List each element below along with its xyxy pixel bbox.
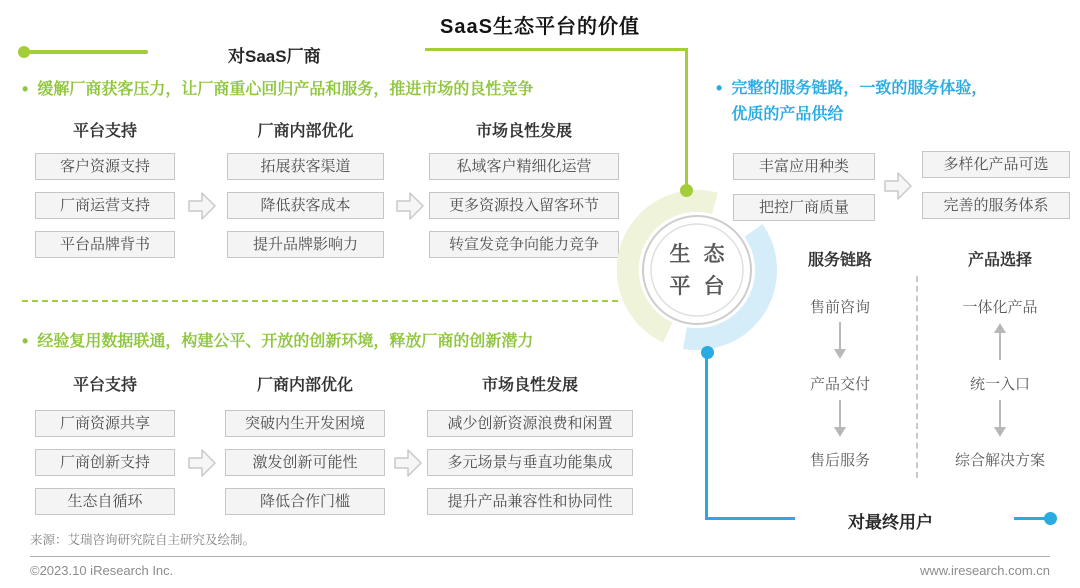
product-choice-header: 产品选择 — [967, 252, 1032, 269]
choice-step: 统一入口 — [969, 376, 1030, 393]
block-arrow-right-icon — [393, 447, 423, 479]
vendor-point-2 — [22, 331, 682, 353]
column-header: 厂商内部优化 — [257, 123, 354, 140]
column-header: 厂商内部优化 — [256, 377, 353, 394]
user-point-text — [731, 78, 987, 126]
block-arrow-right-icon — [187, 190, 217, 222]
green-dot-icon — [680, 184, 693, 197]
source-note: 来源：艾瑞咨询研究院自主研究及绘制。 — [30, 533, 256, 547]
vendor-box: 提升产品兼容性和协同性 — [427, 488, 633, 515]
vendor-box: 减少创新资源浪费和闲置 — [427, 410, 633, 437]
service-chain-header: 服务链路 — [807, 252, 872, 269]
blue-dot-icon — [1044, 512, 1057, 525]
user-section-label: 对最终用户 — [848, 513, 933, 532]
down-arrow-icon — [833, 322, 847, 360]
column-header: 市场良性发展 — [475, 123, 572, 140]
vendor-box: 厂商创新支持 — [35, 449, 175, 476]
vendor-box: 厂商资源共享 — [35, 410, 175, 437]
column-header: 市场良性发展 — [481, 377, 578, 394]
user-point — [716, 78, 1066, 126]
block-arrow-right-icon — [187, 447, 217, 479]
choice-step: 一体化产品 — [962, 299, 1038, 316]
vendor-box: 生态自循环 — [35, 488, 175, 515]
supply-box: 把控厂商质量 — [733, 194, 875, 221]
block-arrow-right-icon — [395, 190, 425, 222]
vendor-point-1-text: 缓解厂商获客压力，让厂商重心回归产品和服务，推进市场的良性竞争 — [37, 81, 534, 98]
vendor-box: 平台品牌背书 — [35, 231, 175, 258]
green-line — [26, 50, 148, 54]
vendor-box: 厂商运营支持 — [35, 192, 175, 219]
dashed-divider — [22, 300, 618, 302]
vendor-point-2-text: 经验复用数据联通，构建公平、开放的创新环境，释放厂商的创新潜力 — [37, 333, 534, 350]
vendor-point-1 — [22, 79, 672, 101]
down-arrow-icon — [833, 400, 847, 438]
supply-box: 丰富应用种类 — [733, 153, 875, 180]
circle-label — [612, 239, 782, 303]
website: www.iresearch.com.cn — [919, 563, 1050, 578]
choice-step: 综合解决方案 — [954, 452, 1045, 469]
circle-label-line1: 生态 — [669, 243, 738, 266]
bullet-icon: • — [22, 331, 29, 351]
user-point-line2: 优质的产品供给 — [731, 106, 844, 123]
dashed-vertical-divider — [916, 276, 918, 478]
vendor-box: 客户资源支持 — [35, 153, 175, 180]
chain-step: 产品交付 — [809, 376, 870, 393]
down-arrow-icon — [993, 400, 1007, 438]
chain-step: 售后服务 — [809, 452, 870, 469]
outcome-box: 完善的服务体系 — [922, 192, 1070, 219]
circle-label-line2: 平台 — [669, 275, 738, 298]
column-header: 平台支持 — [72, 123, 137, 140]
vendor-box: 私域客户精细化运营 — [429, 153, 619, 180]
blue-connector-horizontal — [705, 517, 795, 520]
outcome-box: 多样化产品可选 — [922, 151, 1070, 178]
vendor-box: 提升品牌影响力 — [227, 231, 384, 258]
vendor-box: 更多资源投入留客环节 — [429, 192, 619, 219]
footer-divider — [30, 556, 1050, 557]
green-connector-vertical — [685, 48, 688, 187]
blue-connector-vertical — [705, 357, 708, 520]
vendor-box: 降低获客成本 — [227, 192, 384, 219]
vendor-box: 拓展获客渠道 — [227, 153, 384, 180]
vendor-box: 降低合作门槛 — [225, 488, 385, 515]
bullet-icon: • — [22, 79, 29, 99]
block-arrow-right-icon — [883, 170, 913, 202]
vendor-box: 多元场景与垂直功能集成 — [427, 449, 633, 476]
user-point-line1: 完整的服务链路，一致的服务体验， — [731, 80, 988, 97]
vendor-section-label: 对SaaS厂商 — [228, 47, 321, 66]
page-title: SaaS生态平台的价值 — [440, 16, 640, 38]
up-arrow-icon — [993, 322, 1007, 360]
chain-step: 售前咨询 — [809, 299, 870, 316]
vendor-box: 转宣发竞争向能力竞争 — [429, 231, 619, 258]
vendor-box: 突破内生开发困境 — [225, 410, 385, 437]
bullet-icon: • — [716, 78, 723, 98]
green-connector-horizontal — [425, 48, 688, 51]
copyright: ©2023.10 iResearch Inc. — [30, 563, 174, 578]
blue-line-end — [1014, 517, 1048, 520]
column-header: 平台支持 — [72, 377, 137, 394]
vendor-box: 激发创新可能性 — [225, 449, 385, 476]
